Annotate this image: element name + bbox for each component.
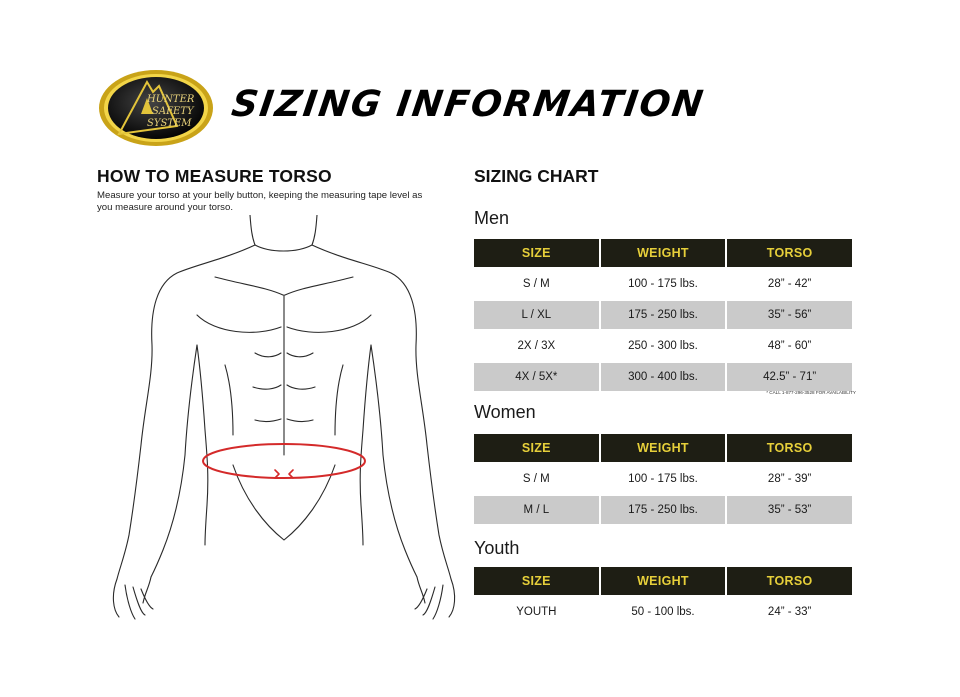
- size-cell: 4X / 5X*: [474, 360, 599, 391]
- table-row: [474, 462, 852, 493]
- torso-illustration: [105, 215, 465, 635]
- weight-column-header: WEIGHT: [601, 567, 726, 595]
- svg-text:SAFETY: SAFETY: [152, 106, 194, 117]
- table-row: [474, 298, 852, 329]
- torso-cell: 28” - 42”: [727, 267, 852, 298]
- size-column-header: SIZE: [474, 239, 599, 267]
- men-size-table: [472, 239, 854, 391]
- table-row: [474, 360, 852, 391]
- table-header-row: [474, 567, 852, 595]
- svg-text:SYSTEM: SYSTEM: [147, 118, 192, 129]
- weight-cell: 100 - 175 lbs.: [601, 267, 726, 298]
- availability-footnote: * CALL 1-877-296-3528 FOR AVAILABILITY: [766, 390, 856, 395]
- weight-column-header: WEIGHT: [601, 434, 726, 462]
- measure-heading: HOW TO MEASURE TORSO: [97, 166, 332, 186]
- measure-instructions: Measure your torso at your belly button, keeping the measuring tape level as you measure around your torso.: [97, 190, 423, 213]
- size-column-header: SIZE: [474, 434, 599, 462]
- size-cell: L / XL: [474, 298, 599, 329]
- weight-cell: 250 - 300 lbs.: [601, 329, 726, 360]
- women-heading: Women: [474, 402, 536, 422]
- svg-text:HUNTER: HUNTER: [147, 94, 195, 105]
- torso-cell: 35” - 53”: [727, 493, 852, 524]
- weight-cell: 50 - 100 lbs.: [601, 595, 726, 626]
- size-cell: M / L: [474, 493, 599, 524]
- size-cell: S / M: [474, 462, 599, 493]
- weight-column-header: WEIGHT: [601, 239, 726, 267]
- weight-cell: 175 - 250 lbs.: [601, 298, 726, 329]
- women-size-table: [472, 434, 854, 524]
- hunter-safety-system-logo: [97, 68, 215, 148]
- table-header-row: [474, 434, 852, 462]
- size-column-header: SIZE: [474, 567, 599, 595]
- table-row: [474, 595, 852, 626]
- weight-cell: 175 - 250 lbs.: [601, 493, 726, 524]
- table-header-row: [474, 239, 852, 267]
- youth-heading: Youth: [474, 538, 520, 558]
- torso-column-header: TORSO: [727, 567, 852, 595]
- torso-cell: 35” - 56”: [727, 298, 852, 329]
- youth-size-table: [472, 567, 854, 626]
- page-title: SIZING INFORMATION: [229, 84, 708, 125]
- torso-column-header: TORSO: [727, 239, 852, 267]
- weight-cell: 300 - 400 lbs.: [601, 360, 726, 391]
- size-cell: 2X / 3X: [474, 329, 599, 360]
- torso-column-header: TORSO: [727, 434, 852, 462]
- weight-cell: 100 - 175 lbs.: [601, 462, 726, 493]
- torso-cell: 24” - 33”: [727, 595, 852, 626]
- size-cell: YOUTH: [474, 595, 599, 626]
- sizing-chart-heading: SIZING CHART: [474, 166, 599, 186]
- size-cell: S / M: [474, 267, 599, 298]
- torso-cell: 28” - 39”: [727, 462, 852, 493]
- table-row: [474, 329, 852, 360]
- torso-cell: 42.5” - 71”: [727, 360, 852, 391]
- table-row: [474, 493, 852, 524]
- table-row: [474, 267, 852, 298]
- men-heading: Men: [474, 208, 510, 228]
- torso-cell: 48” - 60”: [727, 329, 852, 360]
